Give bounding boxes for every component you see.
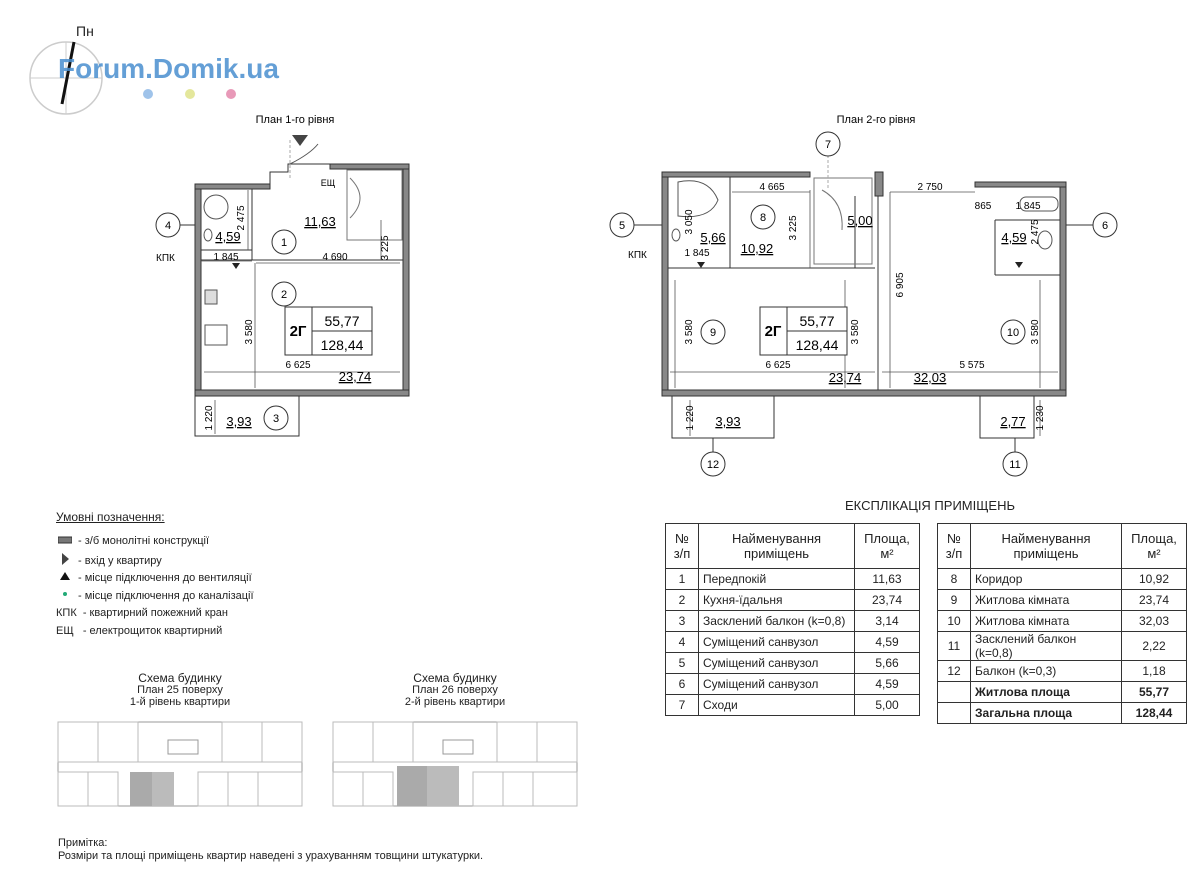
note-text: Розміри та площі приміщень квартир наведені з урахуванням товщини штукатурки.: [58, 850, 484, 862]
marker-9-text: 9: [709, 327, 717, 339]
header-area: Площа, м²: [855, 524, 920, 569]
esch-label: ЕЩ: [320, 178, 336, 188]
dim-2475: 2 475: [236, 205, 247, 231]
header-num: № з/п: [666, 524, 699, 569]
table-row: [938, 569, 1187, 590]
table-row: [938, 611, 1187, 632]
area-room9: 23,74: [828, 370, 862, 385]
scheme-25-caption: [50, 672, 310, 708]
dim2-2750: 2 750: [917, 182, 943, 193]
marker-8-text: 8: [759, 212, 767, 224]
wall-top-right-2: [975, 182, 1066, 187]
legend-text-1: - вхід у квартиру: [78, 554, 162, 567]
scheme-26-drawing: [325, 712, 585, 817]
area-hall: 11,63: [304, 214, 336, 229]
marker-11-text: 11: [1009, 459, 1021, 471]
entrance-arrow-icon: [58, 553, 72, 568]
table-row: [666, 611, 920, 632]
scheme-26-line1: План 26 поверху: [412, 684, 498, 696]
apt2-living: 55,77: [799, 313, 835, 329]
table-cell: 2: [666, 590, 699, 611]
scheme-26-line2: 2-й рівень квартири: [404, 696, 506, 708]
plan2-title: План 2-го рівня: [836, 114, 916, 126]
table-cell: 5: [666, 653, 699, 674]
table-cell: 8: [938, 569, 971, 590]
header-name: Найменування приміщень: [699, 524, 855, 569]
marker-3-text: 3: [272, 413, 280, 425]
header-area-2: Площа, м²: [1122, 524, 1187, 569]
legend-item-entrance: [58, 553, 162, 568]
table-cell: 32,03: [1122, 611, 1187, 632]
dim2-865: 865: [974, 201, 992, 212]
kpk-label-2: КПК: [628, 250, 647, 261]
header-num-2: № з/п: [938, 524, 971, 569]
wall-right: [403, 168, 409, 396]
dim2-1845b: 1 845: [684, 248, 710, 259]
scheme-25-line2: 1-й рівень квартири: [129, 696, 231, 708]
table-row: [938, 703, 1187, 724]
dim2-5575: 5 575: [959, 360, 985, 371]
wall-bottom-2: [662, 390, 1066, 396]
marker-10-text: 10: [1006, 327, 1020, 339]
table-row: [666, 590, 920, 611]
explication-table-right: [937, 523, 1187, 724]
dim2-3225: 3 225: [788, 215, 799, 241]
wall-left: [195, 188, 201, 396]
apt2-type: 2Г: [764, 323, 782, 340]
table-row: [666, 569, 920, 590]
marker-7-text: 7: [824, 139, 832, 151]
table-cell: 7: [666, 695, 699, 716]
table-cell: 5,66: [855, 653, 920, 674]
table-cell: 23,74: [855, 590, 920, 611]
table-cell: Загальна площа: [971, 703, 1122, 724]
dim-1845: 1 845: [213, 252, 239, 263]
note: [58, 837, 483, 863]
table-cell: Передпокій: [699, 569, 855, 590]
area-balcony11: 2,77: [1000, 414, 1026, 429]
dim-6625: 6 625: [285, 360, 311, 371]
dim2-6905: 6 905: [895, 272, 906, 298]
table-row: [938, 661, 1187, 682]
table-cell: Балкон (k=0,3): [971, 661, 1122, 682]
area-wc: 4,59: [215, 229, 241, 244]
wall-left-2: [662, 172, 668, 396]
area-wc6: 4,59: [1001, 230, 1027, 245]
dim-1220: 1 220: [204, 405, 215, 431]
table-row: [938, 682, 1187, 703]
plan-level-1: [140, 100, 440, 450]
table-cell: Коридор: [971, 569, 1122, 590]
sewer-icon: [58, 589, 72, 602]
table-cell: 1: [666, 569, 699, 590]
table-cell: 6: [666, 674, 699, 695]
apt2-total: 128,44: [795, 337, 839, 353]
table-row: [666, 653, 920, 674]
dim-4690: 4 690: [322, 252, 348, 263]
table-cell: 9: [938, 590, 971, 611]
legend-item-sewer: [58, 589, 254, 602]
plan1-title: План 1-го рівня: [255, 114, 335, 126]
dim2-3580a: 3 580: [684, 319, 695, 345]
area-room10: 32,03: [913, 370, 947, 385]
dim2-3580c: 3 580: [1030, 319, 1041, 345]
table-cell: 5,00: [855, 695, 920, 716]
table-cell: Засклений балкон (k=0,8): [971, 632, 1122, 661]
concrete-wall-icon: [58, 535, 72, 547]
table-cell: 4: [666, 632, 699, 653]
dim-3580: 3 580: [244, 319, 255, 345]
table-cell: [938, 682, 971, 703]
dim2-4665: 4 665: [759, 182, 785, 193]
area-balcony: 3,93: [226, 414, 252, 429]
area-balcony12: 3,93: [715, 414, 741, 429]
table-cell: Суміщений санвузол: [699, 674, 855, 695]
dim2-1845a: 1 845: [1015, 201, 1041, 212]
table-row: [938, 632, 1187, 661]
table-cell: Сходи: [699, 695, 855, 716]
table-cell: 11: [938, 632, 971, 661]
table-cell: Житлова площа: [971, 682, 1122, 703]
legend-item-ventilation: [58, 571, 252, 584]
legend-text-3: - місце підключення до каналізації: [78, 589, 254, 602]
table-cell: Засклений балкон (k=0,8): [699, 611, 855, 632]
marker-1-text: 1: [280, 237, 288, 249]
table-row: [666, 674, 920, 695]
table-row: [938, 590, 1187, 611]
apartment-badge-2: [760, 307, 847, 355]
table-cell: Суміщений санвузол: [699, 653, 855, 674]
area-wc5: 5,66: [700, 230, 726, 245]
table-cell: 23,74: [1122, 590, 1187, 611]
table-cell: [938, 703, 971, 724]
note-title: Примітка:: [58, 837, 108, 849]
table-cell: 3: [666, 611, 699, 632]
table-row: [666, 695, 920, 716]
brand-text: Forum.Domik.ua: [58, 53, 279, 84]
wall-top-2: [662, 172, 810, 177]
marker-4-text: 4: [164, 220, 172, 232]
explication-title: ЕКСПЛІКАЦІЯ ПРИМІЩЕНЬ: [844, 498, 1016, 513]
legend-item-concrete: [58, 535, 209, 547]
scheme-25-line1: План 25 поверху: [137, 684, 223, 696]
header-name-2: Найменування приміщень: [971, 524, 1122, 569]
explication-table-left: [665, 523, 920, 716]
legend-text-0: - з/б монолітні конструкції: [78, 535, 210, 547]
marker-12-text: 12: [706, 459, 720, 471]
plan-level-2: [600, 100, 1160, 485]
entrance-icon: [292, 135, 308, 146]
table-cell: Суміщений санвузол: [699, 632, 855, 653]
table-cell: 4,59: [855, 674, 920, 695]
wall-bottom: [195, 390, 409, 396]
column-2: [875, 172, 883, 196]
scheme-25-title: Схема будинку: [138, 671, 222, 685]
scheme-25-drawing: [50, 712, 310, 817]
area-stairs: 5,00: [847, 213, 873, 228]
legend-title: Умовні позначення:: [56, 510, 165, 524]
legend-text-5: ЕЩ - електрощиток квартирний: [56, 625, 223, 637]
north-label: Пн: [76, 23, 94, 39]
wall-top-right: [330, 164, 409, 169]
dim2-1230: 1 230: [1035, 405, 1046, 431]
ventilation-icon: [58, 571, 72, 584]
kpk-label: КПК: [156, 253, 175, 264]
table-cell: 2,22: [1122, 632, 1187, 661]
table-cell: 128,44: [1122, 703, 1187, 724]
dim-3225: 3 225: [380, 235, 391, 261]
table-cell: Житлова кімната: [971, 611, 1122, 632]
legend-text-4: КПК - квартирний пожежний кран: [56, 607, 229, 619]
scheme-26-title: Схема будинку: [413, 671, 497, 685]
wall-right-2: [1060, 184, 1066, 396]
table-cell: 1,18: [1122, 661, 1187, 682]
marker-6-text: 6: [1101, 220, 1109, 232]
table-cell: 55,77: [1122, 682, 1187, 703]
dim2-2475: 2 475: [1030, 219, 1041, 245]
legend-item-kpk: [56, 607, 228, 619]
area-corridor: 10,92: [740, 241, 774, 256]
apartment-badge: [285, 307, 372, 355]
table-cell: 12: [938, 661, 971, 682]
table-cell: 4,59: [855, 632, 920, 653]
dim2-6625: 6 625: [765, 360, 791, 371]
apt-type: 2Г: [289, 323, 307, 340]
table-row: [666, 632, 920, 653]
area-kitchen: 23,74: [338, 369, 372, 384]
legend-item-esch: [56, 625, 222, 637]
table-cell: Кухня-їдальня: [699, 590, 855, 611]
table-cell: 10,92: [1122, 569, 1187, 590]
apt-living: 55,77: [324, 313, 360, 329]
legend-text-2: - місце підключення до вентиляції: [78, 571, 252, 584]
marker-2-text: 2: [280, 289, 288, 301]
wall-top-left: [195, 184, 270, 189]
table-cell: 3,14: [855, 611, 920, 632]
dim2-3050: 3 050: [684, 209, 695, 235]
dim2-1220: 1 220: [685, 405, 696, 431]
marker-5-text: 5: [618, 220, 626, 232]
table-cell: 10: [938, 611, 971, 632]
table-cell: Житлова кімната: [971, 590, 1122, 611]
dim2-3580b: 3 580: [850, 319, 861, 345]
apt-total: 128,44: [320, 337, 364, 353]
table-cell: 11,63: [855, 569, 920, 590]
scheme-26-caption: [325, 672, 585, 708]
